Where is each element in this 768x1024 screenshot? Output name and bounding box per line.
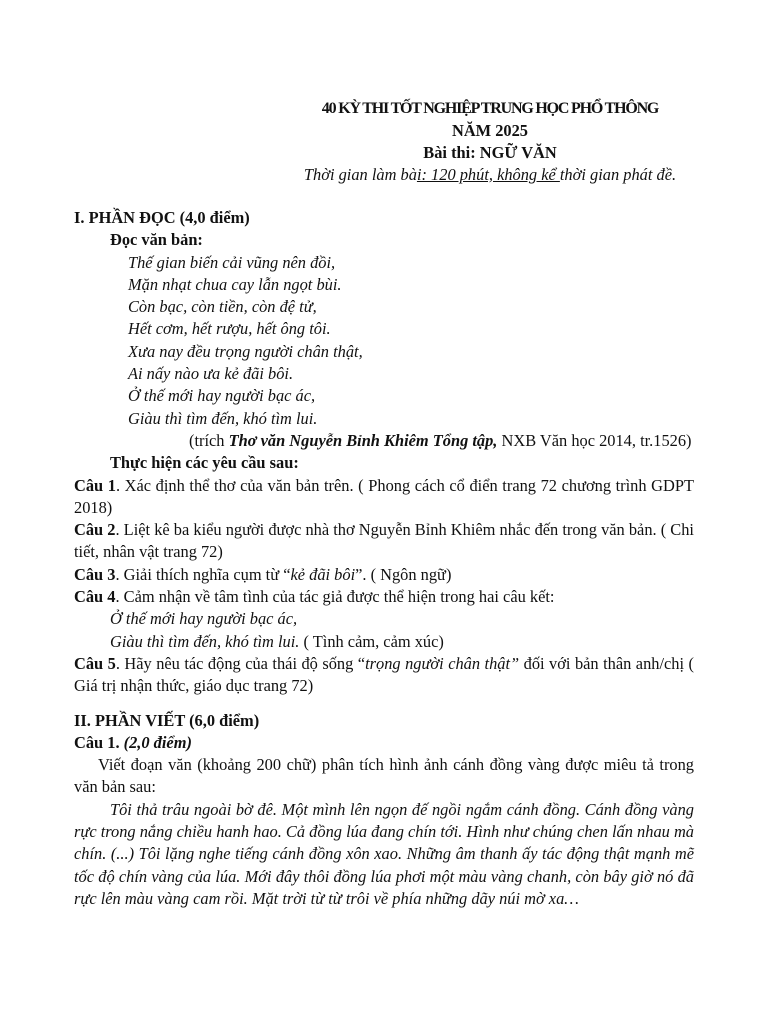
part2-heading: II. PHẦN VIẾT (6,0 điểm) [74,710,260,730]
time-underlined: i: 120 phút, không kể [416,165,560,184]
read-label: Đọc văn bản: [110,230,203,250]
excerpt-text: Tôi thả trâu ngoài bờ đê. Một mình lên ngọn đế ngồi ngắm cánh đồng. Cánh đồng vàng rực trong nắng chiều hanh hao. Cả đồng lúa đang chín tới. Hình như chúng chen lấn nhau mà chín. (...) Tôi lặng nghe tiếng cánh đồng xôn xao. Những âm thanh ấy tác động thật mạnh mẽ tốc độ chín vàng của lúa. Mới đây thôi đồng lúa phơi một màu vàng chanh, còn bây giờ nó đã rực lên màu vàng cam rồi. Mặt trời từ từ trôi về phía những dãy núi mờ xa… [74,799,694,908]
time-pre: Thời gian làm bà [303,165,417,184]
q2-label: Câu 2 [74,520,116,540]
writing-task: Viết đoạn văn (khoảng 200 chữ) phân tích hình ảnh cánh đồng vàng được miêu tả trong văn bản sau: [74,755,694,797]
p2-q1-points: (2,0 điểm) [123,732,192,752]
q5-label: Câu 5 [74,653,116,673]
question-3 [74,564,694,586]
q3-pre: . Giải thích nghĩa cụm từ “ [115,564,291,584]
exam-content [74,207,694,910]
q4-line2: Giàu thì tìm đến, khó tìm lui. [110,631,300,651]
poem-line: Xưa nay đều trọng người chân thật, [128,341,363,361]
poem-source [74,430,694,452]
q3-label: Câu 3 [74,564,116,584]
exam-time [270,164,710,186]
question-2 [74,519,694,564]
exam-subject: Bài thi: NGỮ VĂN [423,143,557,162]
source-post: NXB Văn học 2014, tr.1526) [497,430,692,450]
q3-post: ”. ( Ngôn ngữ) [355,564,452,584]
question-5 [74,653,694,698]
q5-pre: . Hãy nêu tác động của thái độ sống “ [115,653,366,673]
part1-heading: I. PHẦN ĐỌC (4,0 điểm) [74,208,250,227]
q2-text: . Liệt kê ba kiểu người được nhà thơ Nguyễn Bỉnh Khiêm nhắc đến trong văn bản. ( Chi tiết, nhân vật trang 72) [74,520,694,562]
poem-line: Giàu thì tìm đến, khó tìm lui. [128,408,318,428]
q5-post: đối với bản thân anh/chị ( Giá trị nhận thức, giáo dục trang 72) [74,653,694,696]
exam-header [270,98,710,186]
q4-quote-line-1: Ở thế mới hay người bạc ác, [110,609,298,629]
q1-label: Câu 1 [74,475,116,495]
q4-note: ( Tình cảm, cảm xúc) [299,631,444,651]
poem-line: Mặn nhạt chua cay lẫn ngọt bùi. [128,274,342,294]
spacer [74,698,694,710]
source-pre: (trích [189,430,229,450]
poem-line: Còn bạc, còn tiền, còn đệ tử, [128,297,317,317]
poem-line: Ai nấy nào ưa kẻ đãi bôi. [128,364,294,384]
source-book: Thơ văn Nguyễn Bỉnh Khiêm Tổng tập, [228,430,498,450]
q3-phrase: kẻ đãi bôi [290,564,356,584]
p2-q1-label: Câu 1. [74,732,124,752]
poem-line: Hết cơm, hết rượu, hết ông tôi. [128,319,331,339]
poem [74,252,694,430]
poem-line: Ở thế mới hay người bạc ác, [128,386,316,406]
tasks-label: Thực hiện các yêu cầu sau: [110,453,299,473]
question-1 [74,475,694,520]
q1-text: . Xác định thể thơ của văn bản trên. ( Phong cách cổ điển trang 72 chương trình GDPT 2018) [74,475,694,517]
q4-quote-line-2 [74,631,694,653]
q4-text: . Cảm nhận về tâm tình của tác giả được thể hiện trong hai câu kết: [115,587,555,607]
q5-phrase: trọng người chân thật” [365,653,520,673]
poem-line: Thế gian biến cải vũng nên đồi, [128,252,336,272]
part2-question-1 [74,732,694,754]
q4-label: Câu 4 [74,587,116,607]
time-post: thời gian phát đề. [559,165,677,184]
exam-title: 40 KỲ THI TỐT NGHIỆP TRUNG HỌC PHỔ THÔNG [321,100,659,117]
exam-year: NĂM 2025 [451,121,529,140]
question-4 [74,586,694,608]
